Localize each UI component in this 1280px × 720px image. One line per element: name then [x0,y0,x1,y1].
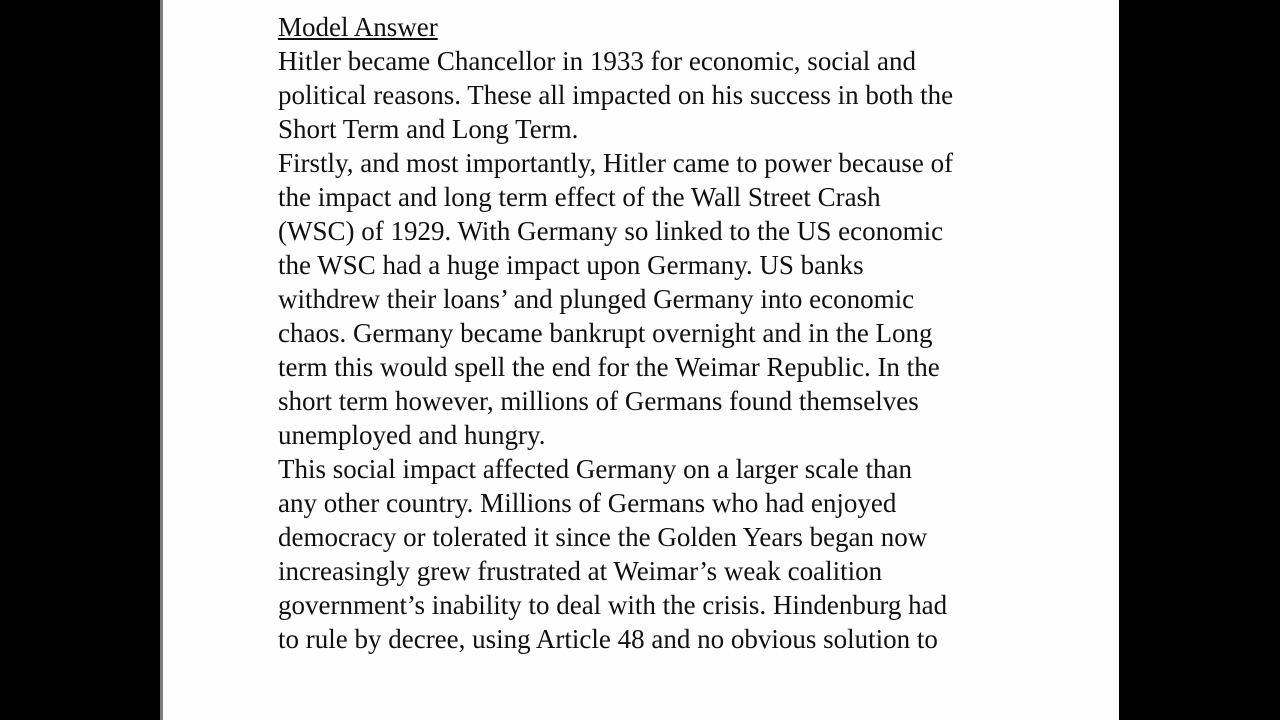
text-line: increasingly grew frustrated at Weimar’s weak coalition [278,556,883,586]
document-page [163,0,1119,720]
text-line: the WSC had a huge impact upon Germany. US banks [278,250,864,280]
text-line: political reasons. These all impacted on his success in both the [278,80,954,110]
text-line: any other country. Millions of Germans who had enjoyed [278,488,897,518]
text-line: This social impact affected Germany on a larger scale than [278,454,912,484]
text-line: withdrew their loans’ and plunged Germany into economic [278,284,915,314]
text-line: the impact and long term effect of the Wall Street Crash [278,182,881,212]
text-line: (WSC) of 1929. With Germany so linked to the US economic [278,216,944,246]
text-line: to rule by decree, using Article 48 and no obvious solution to [278,624,938,654]
text-line: term this would spell the end for the Weimar Republic. In the [278,352,940,382]
text-line: Short Term and Long Term. [278,114,579,144]
letterbox-left [0,0,160,720]
text-line: democracy or tolerated it since the Golden Years began now [278,522,928,552]
text-line: Hitler became Chancellor in 1933 for economic, social and [278,46,917,76]
document-title: Model Answer [278,12,438,42]
text-line: government’s inability to deal with the crisis. Hindenburg had [278,590,948,620]
text-line: unemployed and hungry. [278,420,546,450]
letterbox-right [1119,0,1280,720]
text-line: short term however, millions of Germans found themselves [278,386,919,416]
text-line: Firstly, and most importantly, Hitler came to power because of [278,148,954,178]
text-line: chaos. Germany became bankrupt overnight and in the Long [278,318,933,348]
document-body [278,44,1119,656]
